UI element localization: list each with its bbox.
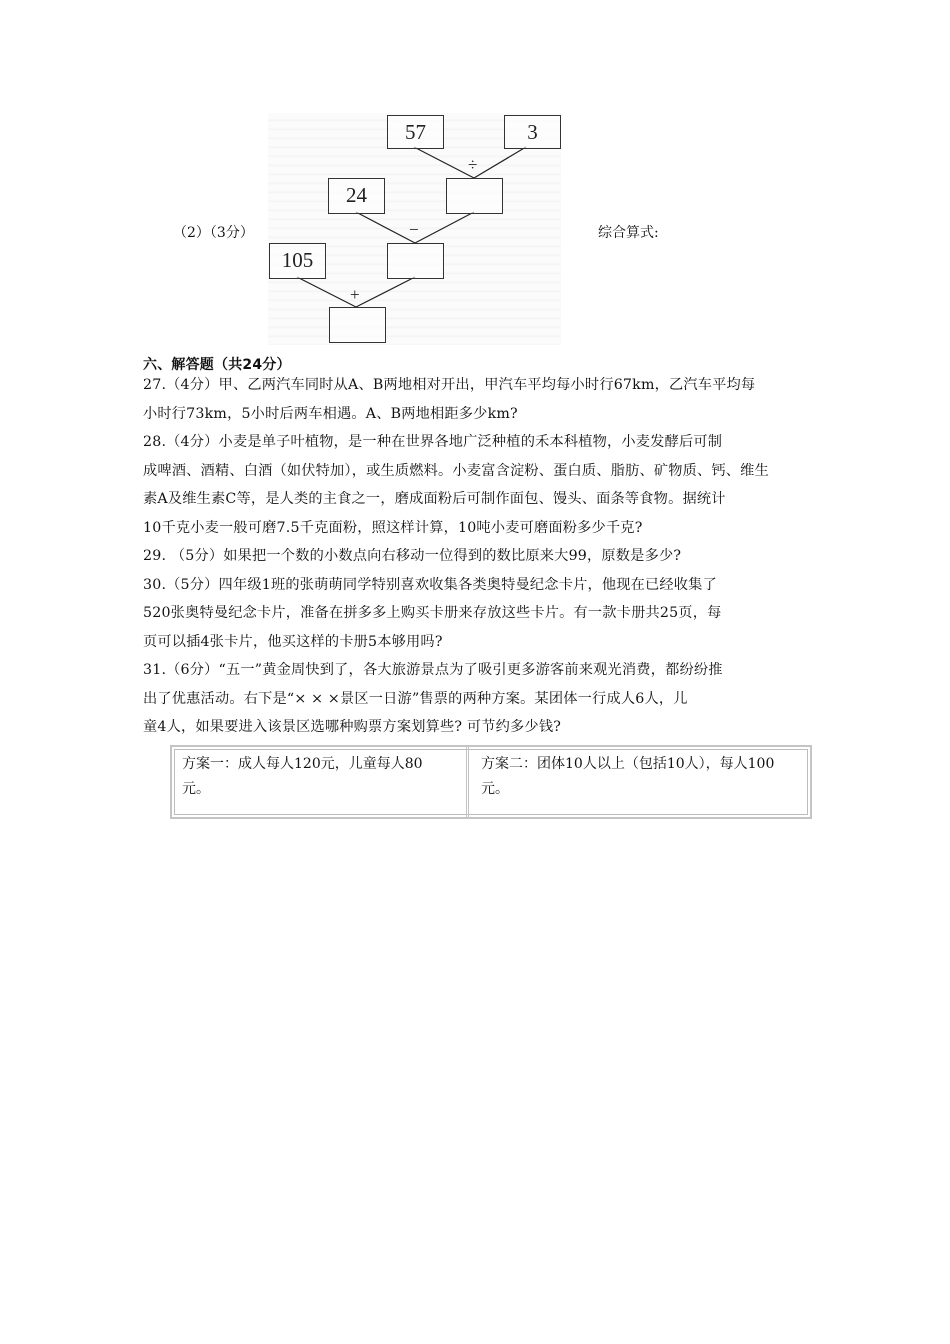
question-27-line-2: 小时行73km，5小时后两车相遇。A、B两地相距多少km? [143,406,518,422]
box-quotient[interactable] [446,178,503,214]
plan-1-line-1: 方案一：成人每人120元，儿童每人80 [182,756,423,772]
question-28-line-4: 10千克小麦一般可磨7.5千克面粉，照这样计算，10吨小麦可磨面粉多少千克? [143,520,643,536]
plan-2-line-2: 元。 [481,781,509,797]
calculation-tree-diagram [268,113,561,345]
question-27-line-1: 27.（4分）甲、乙两汽车同时从A、B两地相对开出，甲汽车平均每小时行67km，乙汽车平均每 [143,377,756,393]
plan-1-cell [172,747,469,817]
question-29-line-1: 29. （5分）如果把一个数的小数点向右移动一位得到的数比原来大99，原数是多少? [143,548,682,564]
question-30-line-2: 520张奥特曼纪念卡片，准备在拼多多上购买卡册来存放这些卡片。有一款卡册共25页，每 [143,605,722,621]
question-28-line-3: 素A及维生素C等，是人类的主食之一，磨成面粉后可制作面包、馒头、面条等食物。据统计 [143,491,726,507]
plan-1-line-2: 元。 [182,781,210,797]
question-31-line-2: 出了优惠活动。右下是“× × ×景区一日游”售票的两种方案。某团体一行成人6人，儿 [143,691,688,707]
question-30-line-1: 30.（5分）四年级1班的张萌萌同学特别喜欢收集各类奥特曼纪念卡片，他现在已经收集了 [143,577,717,593]
section-heading: 六、解答题（共24分） [143,357,291,373]
question-30-line-3: 页可以插4张卡片，他买这样的卡册5本够用吗? [143,634,443,650]
ticket-plans-table [170,745,812,819]
question-31-line-3: 童4人，如果要进入该景区选哪种购票方案划算些? 可节约多少钱? [143,719,562,735]
question-28-line-1: 28.（4分）小麦是单子叶植物，是一种在世界各地广泛种植的禾本科植物，小麦发酵后可制 [143,434,723,450]
box-24: 24 [328,178,385,214]
box-difference[interactable] [387,243,444,279]
divide-operator: ÷ [468,155,478,174]
plan-2-line-1: 方案二：团体10人以上（包括10人），每人100 [481,756,775,772]
question-31-line-1: 31.（6分）“五一”黄金周快到了，各大旅游景点为了吸引更多游客前来观光消费，都纷纷推 [143,662,723,678]
part2-label: （2）（3分） [173,225,254,241]
box-3: 3 [504,115,561,149]
box-105: 105 [269,243,326,279]
plan-2-cell [469,747,810,817]
minus-operator: − [409,220,419,239]
formula-label: 综合算式: [598,225,659,241]
box-sum[interactable] [329,307,386,343]
question-28-line-2: 成啤酒、酒精、白酒（如伏特加），或生质燃料。小麦富含淀粉、蛋白质、脂肪、矿物质、钙、维生 [143,463,769,479]
box-57: 57 [387,115,444,149]
plus-operator: + [350,285,360,304]
